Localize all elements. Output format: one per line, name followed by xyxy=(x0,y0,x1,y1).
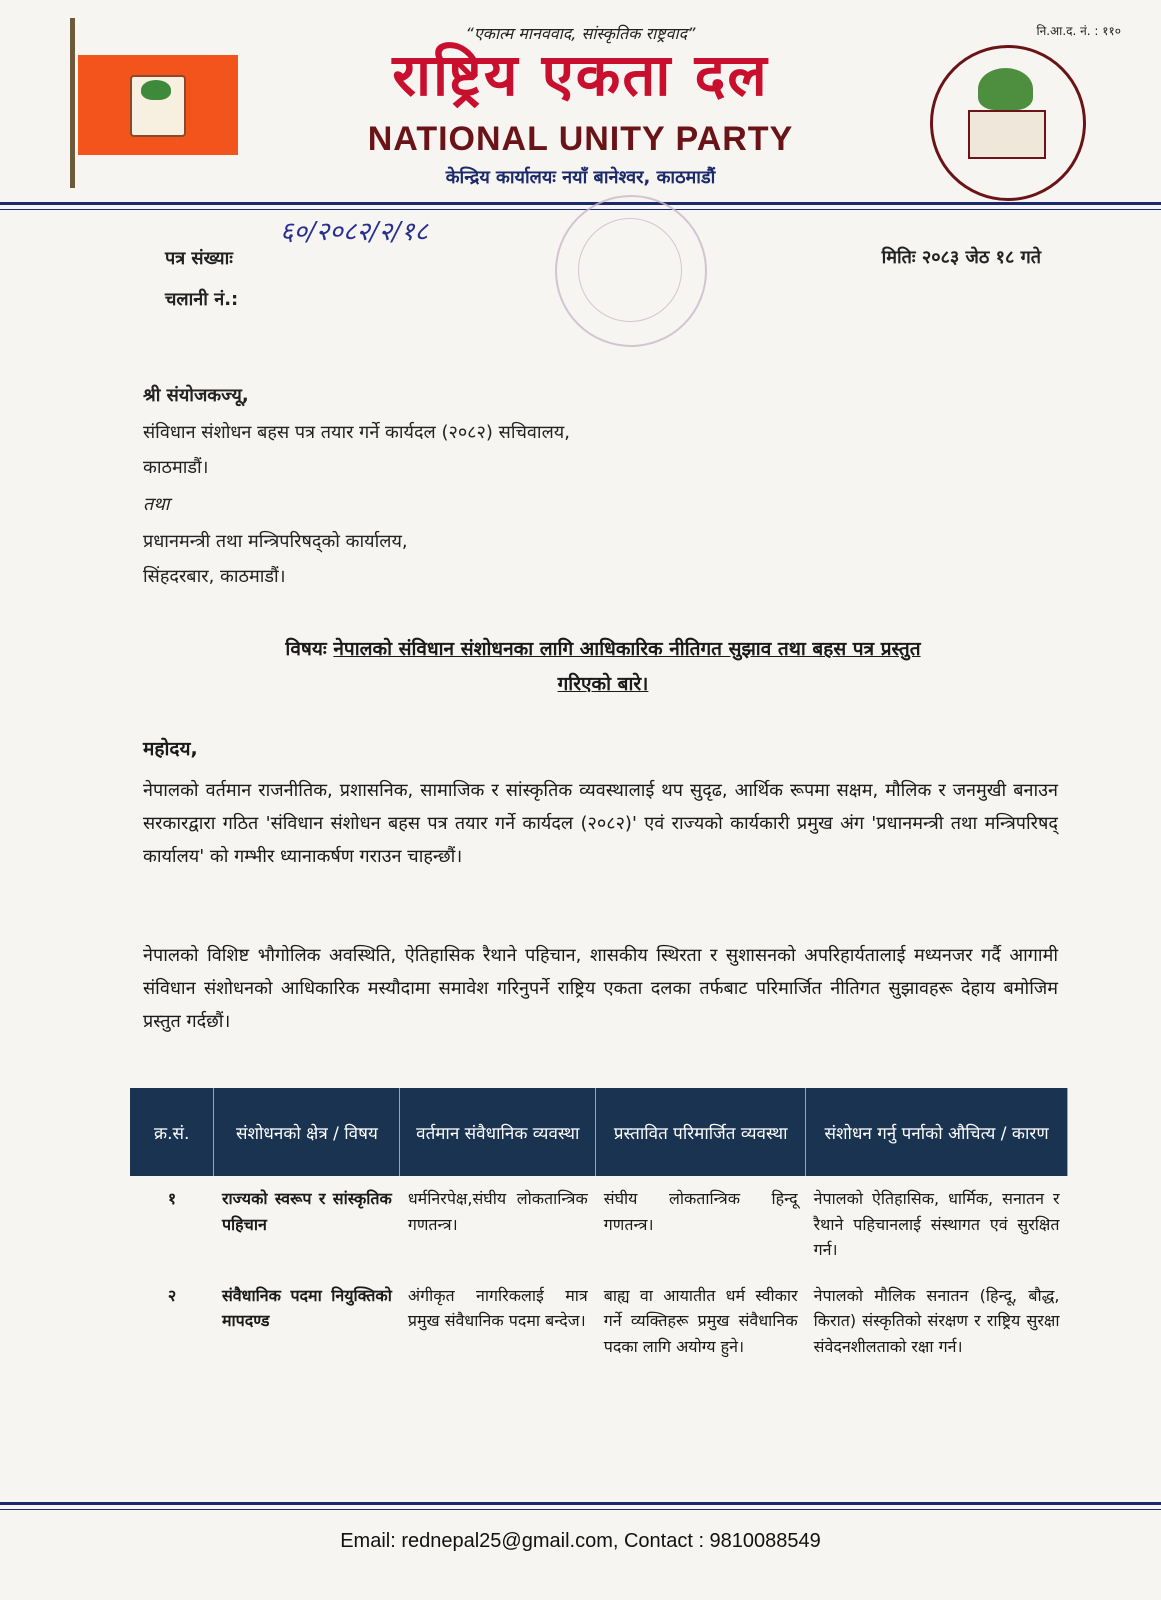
recipient-line-6: सिंहदरबार, काठमाडौं। xyxy=(143,566,286,587)
footer-divider-thin xyxy=(0,1509,1161,1510)
footer-divider xyxy=(0,1502,1161,1505)
letter-date: मितिः २०८३ जेठ १८ गते xyxy=(881,247,1041,268)
row-area: राज्यको स्वरूप र सांस्कृतिक पहिचान xyxy=(221,1189,392,1234)
office-stamp-inner-ring xyxy=(578,218,682,322)
row-area: संवैधानिक पदमा नियुक्तिको मापदण्ड xyxy=(221,1285,392,1331)
header-divider-thin xyxy=(0,209,1161,210)
table-header-row xyxy=(130,1088,1068,1176)
row-serial: १ xyxy=(167,1189,177,1208)
subject xyxy=(143,632,1063,702)
salutation: महोदय, xyxy=(143,738,198,760)
header-serial: क्र.सं. xyxy=(130,1088,214,1176)
body-paragraph-2: नेपालको विशिष्ट भौगोलिक अवस्थिति, ऐतिहासिक रैथाने पहिचान, शासकीय स्थिरता र सुशासनको अपरिहार्यतालाई मध्यनजर गर्दै आगामी संविधान संशोधनको आधिकारिक मस्यौदामा समावेश गरिनुपर्ने राष्ट्रिय एकता दलका तर्फबाट परिमार्जित नीतिगत सुझावहरू देहाय बमोजिम प्रस्तुत गर्दछौं। xyxy=(143,945,1058,1032)
row-reason: नेपालको ऐतिहासिक, धार्मिक, सनातन र रैथाने पहिचानलाई संस्थागत एवं सुरक्षित गर्न। xyxy=(813,1189,1060,1260)
proposal-table xyxy=(130,1088,1068,1370)
row-current: धर्मनिरपेक्ष,संघीय लोकतान्त्रिक गणतन्त्र। xyxy=(407,1189,588,1234)
row-proposed: संघीय लोकतान्त्रिक हिन्दू गणतन्त्र। xyxy=(603,1189,798,1234)
seal-plant-icon xyxy=(978,68,1033,110)
dispatch-number-label: चलानी नं.: xyxy=(165,289,239,310)
central-office-address: केन्द्रिय कार्यालयः नयाँ बानेश्वर, काठमाडौं xyxy=(445,167,716,188)
table-row xyxy=(130,1176,1068,1273)
recipient-line-3: काठमाडौं। xyxy=(143,457,209,478)
recipient-line-5: प्रधानमन्त्री तथा मन्त्रिपरिषद्को कार्यालय, xyxy=(143,531,408,552)
party-name-english: NATIONAL UNITY PARTY xyxy=(367,120,794,158)
header-current: वर्तमान संवैधानिक व्यवस्था xyxy=(400,1088,596,1176)
table-row xyxy=(130,1273,1068,1370)
registration-number: नि.आ.द. नं. : ११० xyxy=(1036,24,1121,38)
subject-text-line-1: नेपालको संविधान संशोधनका लागि आधिकारिक नीतिगत सुझाव तथा बहस पत्र प्रस्तुत xyxy=(333,638,921,660)
row-serial: २ xyxy=(167,1285,177,1305)
recipient-line-1: श्री संयोजकज्यू, xyxy=(143,385,249,406)
recipient-line-2: संविधान संशोधन बहस पत्र तयार गर्ने कार्यदल (२०८२) सचिवालय, xyxy=(143,422,570,443)
body-paragraph-1: नेपालको वर्तमान राजनीतिक, प्रशासनिक, सामाजिक र सांस्कृतिक व्यवस्थालाई थप सुदृढ, आर्थिक रूपमा सक्षम, मौलिक र जनमुखी बनाउन सरकारद्वारा गठित 'संविधान संशोधन बहस पत्र तयार गर्ने कार्यदल (२०८२)' एवं राज्यको कार्यकारी प्रमुख अंग 'प्रधानमन्त्री तथा मन्त्रिपरिषद् कार्यालय' को गम्भीर ध्यानाकर्षण गराउन चाहन्छौं। xyxy=(143,780,1058,867)
party-motto: “एकात्म मानववाद, सांस्कृतिक राष्ट्रवाद” xyxy=(465,24,696,43)
footer-contact: Email: rednepal25@gmail.com, Contact : 9810088549 xyxy=(340,1530,821,1552)
row-reason: नेपालको मौलिक सनातन (हिन्दू, बौद्ध, किरात) संस्कृतिको संरक्षण र राष्ट्रिय सुरक्षा संवेदनशीलताको रक्षा गर्न। xyxy=(813,1285,1060,1356)
row-current: अंगीकृत नागरिकलाई मात्र प्रमुख संवैधानिक पदमा बन्देज। xyxy=(407,1285,588,1331)
subject-text-line-2: गरिएको बारे। xyxy=(557,673,649,696)
row-proposed: बाह्य वा आयातीत धर्म स्वीकार गर्ने व्यक्तिहरू प्रमुख संवैधानिक पदका लागि अयोग्य हुने। xyxy=(603,1285,798,1356)
header-divider xyxy=(0,202,1161,205)
header-area: संशोधनको क्षेत्र / विषय xyxy=(214,1088,400,1176)
seal-pedestal-icon xyxy=(968,110,1046,159)
party-name-nepali: राष्ट्रिय एकता दल xyxy=(392,41,769,109)
subject-label: विषयः xyxy=(285,638,327,660)
letter-number-label: पत्र संख्याः xyxy=(165,248,233,269)
header-reason: संशोधन गर्नु पर्नाको औचित्य / कारण xyxy=(806,1088,1068,1176)
recipient-line-4: तथा xyxy=(143,494,170,515)
handwritten-letter-number: ६०/२०८२/२/१८ xyxy=(280,217,428,247)
header-proposed: प्रस्तावित परिमार्जित व्यवस्था xyxy=(596,1088,806,1176)
